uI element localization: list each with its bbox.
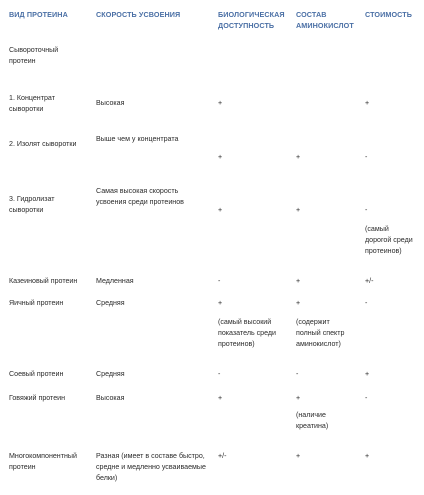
header-absorption-speed: СКОРОСТЬ УСВОЕНИЯ	[96, 10, 181, 19]
row-egg-speed: Средняя	[96, 299, 125, 307]
row-isolate-name: 2. Изолят сыворотки	[9, 140, 77, 148]
row-casein-bio: -	[218, 277, 221, 285]
hydrolysate-cost-note-line3: протеинов)	[365, 247, 402, 255]
row-hydrolysate-cost-note	[365, 224, 413, 257]
row-beef-speed: Высокая	[96, 394, 125, 402]
row-concentrate-bio: +	[218, 99, 223, 107]
header-amino-line1: СОСТАВ	[296, 10, 327, 19]
row-casein-name: Казеиновый протеин	[9, 277, 78, 285]
row-isolate-speed: Выше чем у концентрата	[96, 135, 179, 143]
row-egg-amino: +	[296, 299, 301, 307]
row-beef-name: Говяжий протеин	[9, 394, 66, 402]
header-bioavailability	[218, 9, 285, 31]
row-hydrolysate-bio: +	[218, 206, 223, 214]
multi-name-line2: протеин	[9, 463, 36, 471]
row-casein-amino: +	[296, 277, 301, 285]
row-egg-amino-note	[296, 317, 344, 350]
row-concentrate-cost: +	[365, 99, 370, 107]
header-cost: СТОИМОСТЬ	[365, 10, 413, 19]
row-concentrate-name	[9, 93, 55, 115]
row-soy-name: Соевый протеин	[9, 370, 64, 378]
egg-bio-note-line3: протеинов)	[218, 340, 255, 348]
header-amino-composition	[296, 9, 354, 31]
header-bioavailability-line2: ДОСТУПНОСТЬ	[218, 21, 275, 30]
row-multi-amino: +	[296, 452, 301, 460]
row-concentrate-speed: Высокая	[96, 99, 125, 107]
row-multi-cost: +	[365, 452, 370, 460]
row-isolate-bio: +	[218, 153, 223, 161]
multi-name-line1: Многокомпонентный	[9, 452, 77, 460]
row-egg-cost: -	[365, 299, 368, 307]
beef-amino-note-line2: креатина)	[296, 422, 329, 430]
row-beef-bio: +	[218, 394, 223, 402]
row-isolate-cost: -	[365, 153, 368, 161]
hydrolysate-name-line2: сыворотки	[9, 206, 44, 214]
row-beef-cost: -	[365, 394, 368, 402]
multi-speed-line2: средне и медленно усваиваемые	[96, 463, 206, 471]
egg-amino-note-line1: (содержит	[296, 318, 330, 326]
row-multi-bio: +/-	[218, 452, 227, 460]
egg-amino-note-line2: полный спектр	[296, 329, 345, 337]
hydrolysate-cost-note-line2: дорогой среди	[365, 236, 413, 244]
row-hydrolysate-amino: +	[296, 206, 301, 214]
row-soy-cost: +	[365, 370, 370, 378]
concentrate-name-line2: сыворотки	[9, 105, 44, 113]
row-multi-speed	[96, 451, 206, 484]
row-soy-speed: Средняя	[96, 370, 125, 378]
row-egg-bio: +	[218, 299, 223, 307]
row-beef-amino: +	[296, 394, 301, 402]
row-isolate-amino: +	[296, 153, 301, 161]
egg-bio-note-line2: показатель среди	[218, 329, 277, 337]
row-whey-name	[9, 45, 58, 67]
row-soy-amino: -	[296, 370, 299, 378]
row-egg-bio-note	[218, 317, 276, 350]
row-hydrolysate-name	[9, 194, 55, 216]
row-hydrolysate-speed	[96, 186, 184, 208]
row-hydrolysate-cost: -	[365, 206, 368, 214]
whey-name-line2: протеин	[9, 57, 36, 65]
egg-bio-note-line1: (самый высокий	[218, 318, 272, 326]
row-soy-bio: -	[218, 370, 221, 378]
hydrolysate-cost-note-line1: (самый	[365, 225, 389, 233]
row-egg-name: Яичный протеин	[9, 299, 64, 307]
row-beef-amino-note	[296, 410, 328, 432]
header-amino-line2: АМИНОКИСЛОТ	[296, 21, 354, 30]
egg-amino-note-line3: аминокислот)	[296, 340, 341, 348]
hydrolysate-name-line1: 3. Гидролизат	[9, 195, 55, 203]
concentrate-name-line1: 1. Концентрат	[9, 94, 55, 102]
hydrolysate-speed-line1: Самая высокая скорость	[96, 187, 179, 195]
beef-amino-note-line1: (наличие	[296, 411, 326, 419]
row-multi-name	[9, 451, 77, 473]
header-bioavailability-line1: БИОЛОГИЧЕСКАЯ	[218, 10, 285, 19]
header-protein-type: ВИД ПРОТЕИНА	[9, 10, 68, 19]
whey-name-line1: Сывороточный	[9, 46, 59, 54]
multi-speed-line3: белки)	[96, 474, 118, 482]
multi-speed-line1: Разная (имеет в составе быстро,	[96, 452, 205, 460]
row-casein-speed: Медленная	[96, 277, 134, 285]
row-casein-cost: +/-	[365, 277, 374, 285]
hydrolysate-speed-line2: усвоения среди протеинов	[96, 198, 184, 206]
